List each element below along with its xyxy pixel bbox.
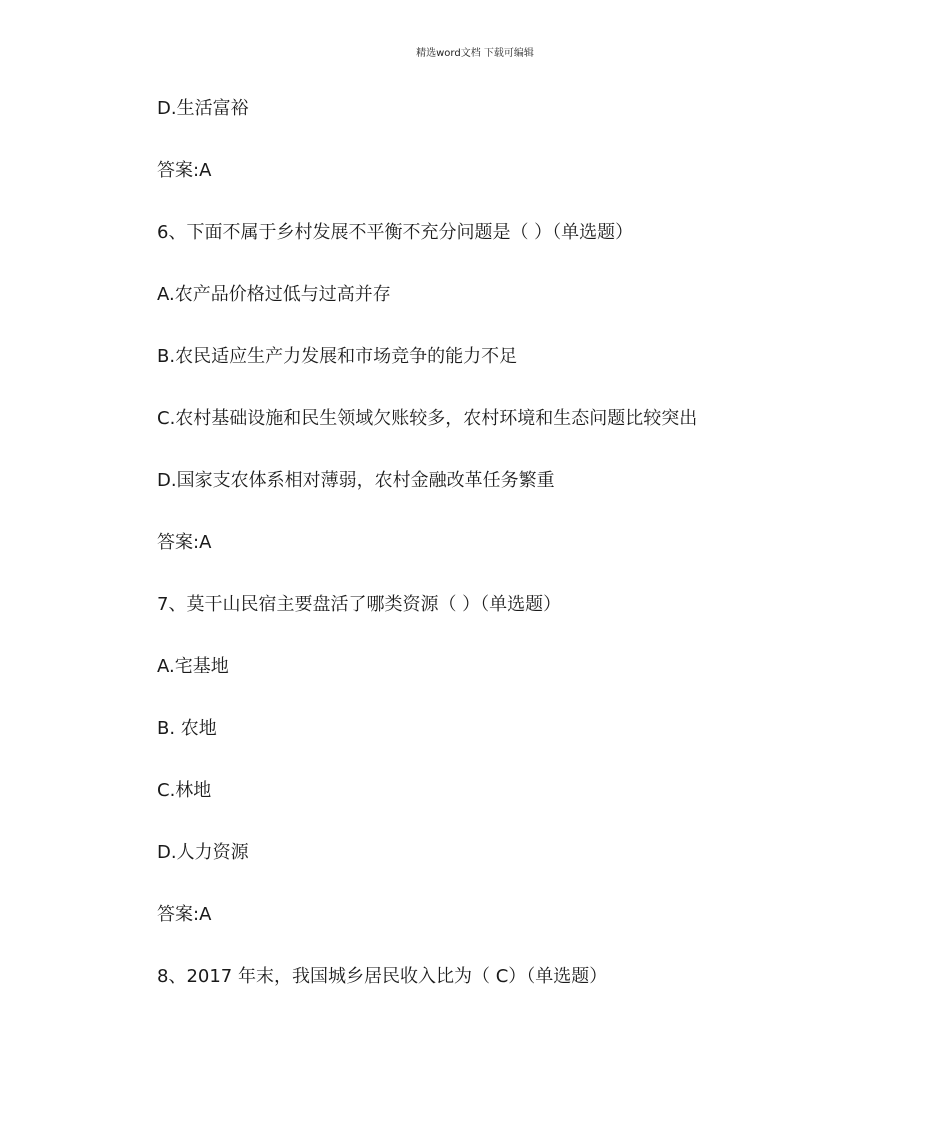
question-7: 7、莫干山民宿主要盘活了哪类资源（ ）（单选题） — [157, 594, 562, 615]
question-8: 8、2017 年末，我国城乡居民收入比为（ C）（单选题） — [157, 966, 608, 987]
option-c-q7: C.林地 — [157, 780, 212, 801]
option-a-q7: A.宅基地 — [157, 656, 229, 677]
answer-q5: 答案:A — [157, 160, 212, 181]
option-c-q6: C.农村基础设施和民生领域欠账较多，农村环境和生态问题比较突出 — [157, 408, 698, 429]
option-d-q5: D.生活富裕 — [157, 98, 249, 119]
option-a-q6: A.农产品价格过低与过高并存 — [157, 284, 391, 305]
question-6: 6、下面不属于乡村发展不平衡不充分问题是（ ）（单选题） — [157, 222, 634, 243]
answer-q6: 答案:A — [157, 532, 212, 553]
option-d-q7: D.人力资源 — [157, 842, 249, 863]
option-b-q7: B. 农地 — [157, 718, 217, 739]
answer-q7: 答案:A — [157, 904, 212, 925]
option-b-q6: B.农民适应生产力发展和市场竞争的能力不足 — [157, 346, 518, 367]
page-header: 精选word文档 下载可编辑 — [416, 48, 534, 59]
document-body — [157, 93, 857, 1023]
option-d-q6: D.国家支农体系相对薄弱，农村金融改革任务繁重 — [157, 470, 555, 491]
